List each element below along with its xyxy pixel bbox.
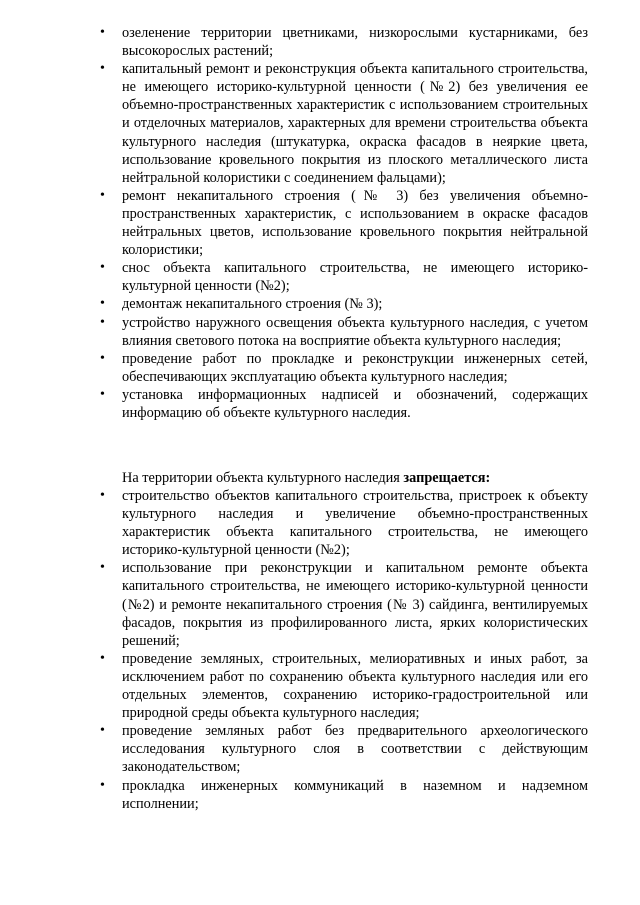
list-item: • проведение земляных, строительных, мелиоративных и иных работ, за исключением работ по сохранению объекта культурного наследия или его отдельных элементов, сохранению историко-градостроительной или природной среды объекта культурного наследия; [98, 650, 588, 722]
list-item: • демонтаж некапитального строения (№ 3); [98, 295, 588, 313]
forbidden-heading-text: На территории объекта культурного наследия [122, 470, 404, 486]
list-item: • ремонт некапитального строения (№ 3) без увеличения объемно-пространственных характеристик, с использованием в окраске фасадов нейтральных цветов, использование кровельного покрытия нейтральной колористики; [98, 187, 588, 259]
list-item: • капитальный ремонт и реконструкция объекта капитального строительства, не имеющего историко-культурной ценности (№2) без увеличения ее объемно-пространственных характеристик с использованием строительных и отделочных материалов, характерных для времени строительства объекта культурного наследия (штукатурка, окраска фасадов в неяркие цвета, использование кровельного покрытия из плоского металлического листа нейтральной колористики с соединением фальцами); [98, 60, 588, 187]
list-item: • прокладка инженерных коммуникаций в наземном и надземном исполнении; [98, 777, 588, 813]
allowed-works-list [98, 24, 588, 422]
list-item: • проведение работ по прокладке и реконструкции инженерных сетей, обеспечивающих эксплуатацию объекта культурного наследия; [98, 350, 588, 386]
list-item: • использование при реконструкции и капитальном ремонте объекта капитального строительства, не имеющего историко-культурной ценности (№2) и ремонте некапитального строения (№ 3) сайдинга, вентилируемых фасадов, покрытия из профилированного листа, ярких колористических решений; [98, 559, 588, 649]
forbidden-heading-bold: запрещается: [403, 470, 491, 486]
list-item: • озеленение территории цветниками, низкорослыми кустарниками, без высокорослых растений; [98, 24, 588, 60]
list-item: • снос объекта капитального строительства, не имеющего историко-культурной ценности (№2); [98, 259, 588, 295]
list-item: • установка информационных надписей и обозначений, содержащих информацию об объекте культурного наследия. [98, 386, 588, 422]
list-item: • проведение земляных работ без предварительного археологического исследования культурного слоя в соответствии с действующим законодательством; [98, 722, 588, 776]
list-item: • устройство наружного освещения объекта культурного наследия, с учетом влияния светового потока на восприятие объекта культурного наследия; [98, 314, 588, 350]
list-item: • строительство объектов капитального строительства, пристроек к объекту культурного наследия и увеличение объемно-пространственных характеристик объекта капитального строительства, не имеющего историко-культурной ценности (№2); [98, 487, 588, 559]
forbidden-works-list [98, 487, 588, 813]
forbidden-section-heading [122, 469, 592, 487]
